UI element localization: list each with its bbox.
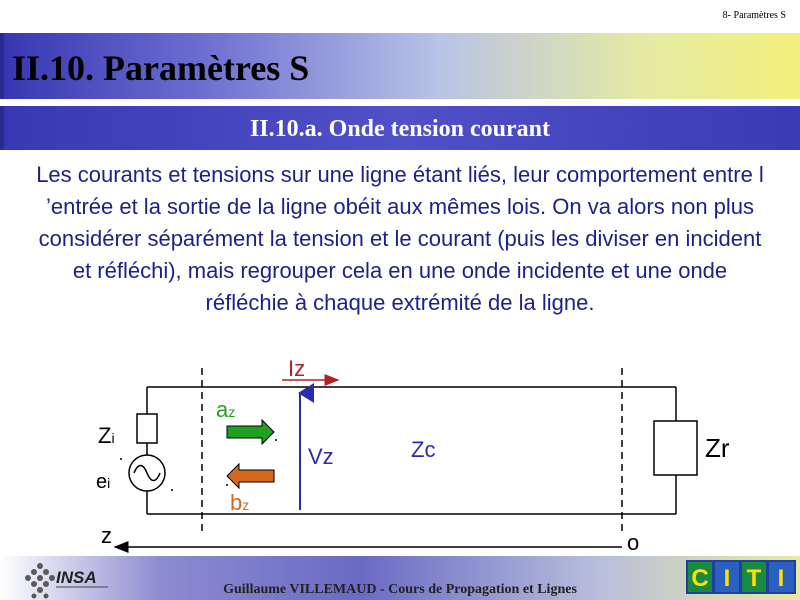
citi-letter-3: T	[746, 565, 762, 592]
subtitle-band	[0, 106, 800, 150]
transmission-line-diagram	[0, 350, 800, 556]
z-axis-label: z	[101, 523, 112, 548]
source-impedance-label: Zi	[98, 423, 115, 448]
source-voltage-label: ei	[96, 471, 111, 493]
section-label: 8- Paramètres S	[722, 10, 786, 21]
insa-logo-text: INSA	[56, 568, 97, 587]
slide-subtitle: II.10.a. Onde tension courant	[249, 116, 551, 142]
body-paragraph: Les courants et tensions sur une ligne étant liés, leur comportement entre l ’entrée et la sortie de la ligne obéit aux mêmes lois. On va alors non plus considérer séparément la tension et le courant (puis les diviser en incident et réfléchi), mais regrouper cela en une onde incidente et une onde réfléchie à chaque extrémité de la ligne.	[36, 162, 764, 315]
line-impedance-label: Zc	[411, 437, 436, 462]
source-impedance-resistor	[137, 414, 157, 443]
origin-label: o	[627, 530, 640, 555]
slide-title: II.10. Paramètres S	[12, 48, 310, 88]
footer-text: Guillaume VILLEMAUD - Cours de Propagation et Lignes	[223, 582, 577, 597]
incident-wave-arrow	[227, 420, 274, 444]
load-impedance-resistor	[654, 421, 697, 475]
reflected-wave-arrow	[227, 464, 274, 488]
incident-wave-label: az	[216, 397, 236, 422]
citi-letter-1: C	[691, 565, 709, 592]
voltage-label: Vz	[308, 444, 334, 469]
citi-letter-2: I	[723, 565, 731, 592]
current-label: Iz	[288, 356, 306, 381]
load-impedance-label: Zr	[705, 433, 730, 463]
reflected-wave-label: bz	[230, 490, 250, 515]
citi-logo	[686, 560, 796, 594]
title-band	[0, 33, 800, 99]
title-accent	[0, 33, 4, 99]
citi-letter-4: I	[777, 565, 785, 592]
